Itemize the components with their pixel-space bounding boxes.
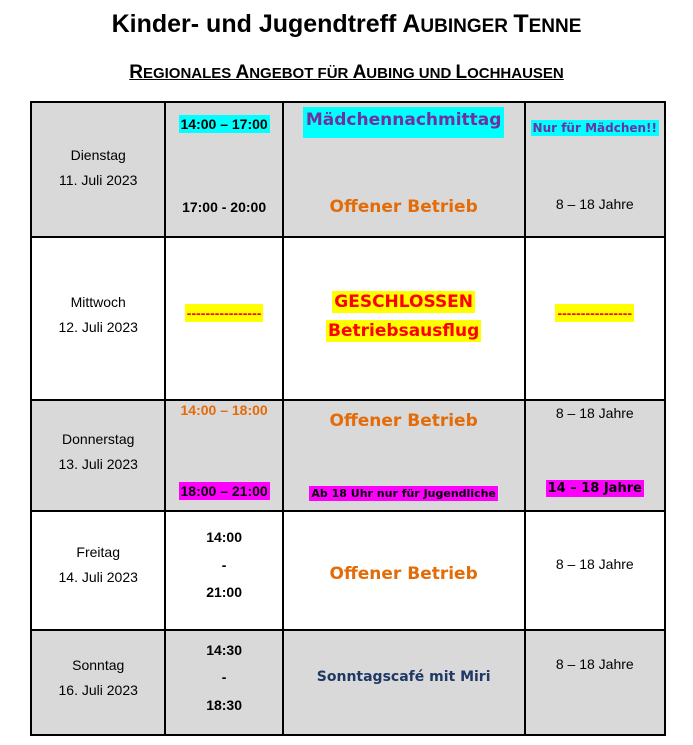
offer-cell xyxy=(283,630,525,735)
closed-reason: Betriebsausflug xyxy=(328,321,480,341)
time-slot: 17:00 - 20:00 xyxy=(182,199,267,215)
time-separator: - xyxy=(221,669,227,685)
offer-title: Offener Betrieb xyxy=(329,411,478,431)
day-name: Sonntag xyxy=(72,657,125,673)
time-cell xyxy=(165,102,282,237)
offer-cell xyxy=(283,511,525,630)
age-cell xyxy=(525,400,665,511)
time-end: 18:30 xyxy=(206,697,242,713)
time-cell xyxy=(165,400,282,511)
table-row xyxy=(31,237,665,400)
offer-cell xyxy=(283,102,525,237)
table-row xyxy=(31,400,665,511)
age-cell xyxy=(525,511,665,630)
subtitle-smallcaps-initial: L xyxy=(455,62,468,83)
title-text: Kinder- und Jugendtreff xyxy=(111,10,403,38)
age-placeholder: ---------------- xyxy=(557,305,633,321)
time-slot: 14:00 – 17:00 xyxy=(180,116,268,132)
time-start: 14:00 xyxy=(206,529,242,545)
day-date: 11. Juli 2023 xyxy=(59,172,138,188)
offer-title: Sonntagscafé mit Miri xyxy=(316,669,491,685)
subtitle-smallcaps-rest: OCHHAUSEN xyxy=(467,65,564,82)
offer-cell xyxy=(283,400,525,511)
subtitle-smallcaps-rest: UBING UND xyxy=(366,65,456,82)
day-date: 14. Juli 2023 xyxy=(58,569,138,585)
age-range: 8 – 18 Jahre xyxy=(555,656,634,672)
time-cell xyxy=(165,630,282,735)
time-start: 14:30 xyxy=(206,642,242,658)
subtitle-smallcaps-initial: R xyxy=(129,62,143,83)
subtitle-smallcaps-initial: A xyxy=(352,62,367,83)
age-cell xyxy=(525,630,665,735)
table-row xyxy=(31,511,665,630)
offer-title: Offener Betrieb xyxy=(329,564,478,584)
audience-note: Nur für Mädchen!! xyxy=(532,121,657,135)
age-range: 8 – 18 Jahre xyxy=(555,196,634,212)
page-title xyxy=(0,10,693,39)
age-range: 8 – 18 Jahre xyxy=(555,405,634,421)
table-row xyxy=(31,102,665,237)
audience-note: Ab 18 Uhr nur für Jugendliche xyxy=(311,487,496,500)
subtitle-smallcaps-rest: NGEBOT FÜR xyxy=(249,65,353,82)
table-row xyxy=(31,630,665,735)
offer-cell xyxy=(283,237,525,400)
day-name: Donnerstag xyxy=(62,431,135,447)
page-subtitle xyxy=(0,62,693,84)
day-name: Mittwoch xyxy=(70,294,126,310)
day-name: Freitag xyxy=(76,544,120,560)
time-separator: - xyxy=(221,557,227,573)
time-slot: 18:00 – 21:00 xyxy=(180,483,268,499)
offer-title: Mädchennachmittag xyxy=(303,107,505,138)
subtitle-smallcaps-rest: EGIONALES xyxy=(142,65,236,82)
day-date: 12. Juli 2023 xyxy=(58,319,138,335)
day-cell xyxy=(31,400,165,511)
day-cell xyxy=(31,511,165,630)
age-cell xyxy=(525,102,665,237)
day-name: Dienstag xyxy=(70,147,126,163)
title-smallcaps-rest: ENNE xyxy=(528,16,582,37)
day-cell xyxy=(31,102,165,237)
age-range: 14 – 18 Jahre xyxy=(547,481,642,496)
time-end: 21:00 xyxy=(206,584,242,600)
closed-notice: GESCHLOSSEN xyxy=(334,292,474,312)
day-date: 13. Juli 2023 xyxy=(58,456,138,472)
subtitle-smallcaps-initial: A xyxy=(235,62,250,83)
age-range: 8 – 18 Jahre xyxy=(555,556,634,572)
age-cell xyxy=(525,237,665,400)
offer-title: Offener Betrieb xyxy=(329,197,478,217)
title-smallcaps-initial: A xyxy=(402,10,421,38)
title-smallcaps-rest: UBINGER xyxy=(420,16,514,37)
time-placeholder: ---------------- xyxy=(186,305,262,321)
day-cell xyxy=(31,630,165,735)
time-cell xyxy=(165,237,282,400)
time-slot: 14:00 – 18:00 xyxy=(180,402,268,418)
time-cell xyxy=(165,511,282,630)
day-date: 16. Juli 2023 xyxy=(58,682,138,698)
title-smallcaps-initial: T xyxy=(513,10,529,38)
day-cell xyxy=(31,237,165,400)
schedule-table xyxy=(30,101,666,736)
